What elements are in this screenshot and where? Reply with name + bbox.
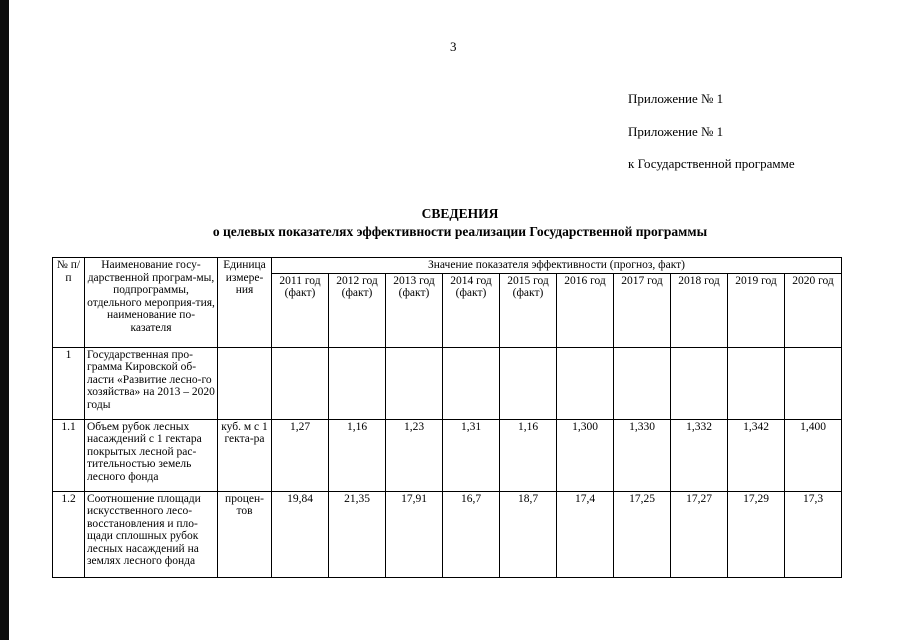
header-year: 2014 год (факт) [443,273,500,347]
header-year: 2015 год (факт) [500,273,557,347]
appendix-line-3: к Государственной программе [628,156,795,171]
header-year: 2018 год [671,273,728,347]
value-cell: 1,16 [500,419,557,491]
table-row [53,347,842,419]
value-cell: 21,35 [329,491,386,577]
table-row [53,419,842,491]
row-name: Государственная про-грамма Кировской об-ласти «Развитие лесно-го хозяйства» на 2013 – 2020 годы [85,347,218,419]
value-cell [500,347,557,419]
appendix-line-2: Приложение № 1 [628,124,724,139]
value-cell: 1,330 [614,419,671,491]
row-name: Соотношение площади искусственного лесо-восстановления и пло-щади сплошных рубок лесных насаждений на землях лесного фонда [85,491,218,577]
value-cell [785,347,842,419]
value-cell: 19,84 [272,491,329,577]
table-row [53,491,842,577]
value-cell: 1,27 [272,419,329,491]
value-cell: 17,27 [671,491,728,577]
title-sub: о целевых показателях эффективности реализации Государственной программы [212,224,708,239]
value-cell [272,347,329,419]
value-cell [443,347,500,419]
value-cell: 1,23 [386,419,443,491]
value-cell: 17,29 [728,491,785,577]
value-cell: 1,16 [329,419,386,491]
value-cell: 16,7 [443,491,500,577]
header-year: 2013 год (факт) [386,273,443,347]
header-no: № п/п [53,258,85,348]
row-number: 1 [53,347,85,419]
row-unit: процен-тов [218,491,272,577]
row-unit: куб. м с 1 гекта-ра [218,419,272,491]
value-cell: 1,332 [671,419,728,491]
header-year: 2012 год (факт) [329,273,386,347]
value-cell [329,347,386,419]
header-year: 2020 год [785,273,842,347]
header-values-group: Значение показателя эффективности (прогноз, факт) [272,258,842,274]
value-cell: 1,31 [443,419,500,491]
indicators-table [52,257,842,578]
row-number: 1.2 [53,491,85,577]
value-cell: 17,3 [785,491,842,577]
row-number: 1.1 [53,419,85,491]
value-cell [614,347,671,419]
value-cell [671,347,728,419]
header-name: Наименование госу-дарственной програм-мы, подпрограммы, отдельного мероприя-тия, наименование по-казателя [85,258,218,348]
value-cell: 17,25 [614,491,671,577]
header-unit: Единица измере-ния [218,258,272,348]
value-cell: 17,4 [557,491,614,577]
header-year: 2011 год (факт) [272,273,329,347]
row-unit [218,347,272,419]
value-cell [386,347,443,419]
row-name: Объем рубок лесных насаждений с 1 гектара покрытых лесной рас-тительностью земель лесного фонда [85,419,218,491]
value-cell: 18,7 [500,491,557,577]
value-cell [728,347,785,419]
header-year: 2019 год [728,273,785,347]
scan-edge [0,0,9,640]
value-cell: 17,91 [386,491,443,577]
value-cell: 1,342 [728,419,785,491]
document-title [140,205,780,241]
header-row-1 [53,258,842,274]
value-cell: 1,400 [785,419,842,491]
title-main: СВЕДЕНИЯ [421,206,499,221]
appendix-line-1: Приложение № 1 [628,91,724,106]
page-number: 3 [450,39,457,54]
header-year: 2017 год [614,273,671,347]
value-cell: 1,300 [557,419,614,491]
header-year: 2016 год [557,273,614,347]
value-cell [557,347,614,419]
